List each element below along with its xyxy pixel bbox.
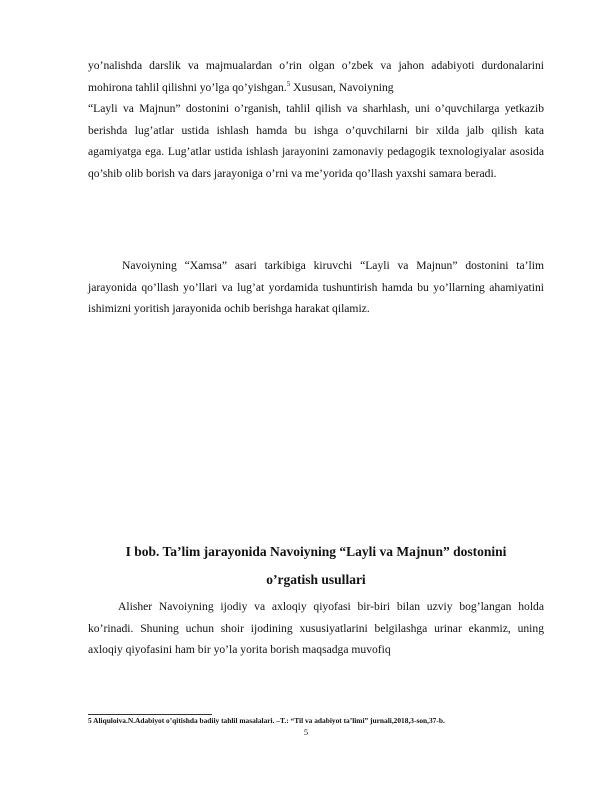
chapter-heading [88, 538, 544, 594]
paragraph-3: Navoiyning “Xamsa” asari tarkibiga kiruvchi “Layli va Majnun” dostonini ta’lim jarayonida qo’llash yo’llari va lug’at yordamida tushuntirish hamda bu yo’llarning ahamiyatini ishimizni yoritish jarayonida ochib berishga harakat qilamiz. [88, 259, 544, 316]
chapter-paragraph-1: Alisher Navoiyning ijodiy va axloqiy qiyofasi bir-biri bilan uzviy bog’langan holda ko’rinadi. Shuning uchun shoir ijodining xususiyatlarini belgilashga urinar ekanmiz, uning axloqiy qiyofasini ham bir yo’la yorita borish maqsadga muvofiq [88, 600, 544, 657]
chapter-heading-line-2: o’rgatish usullari [266, 572, 366, 587]
paragraph-2: “Layli va Majnun” dostonini o’rganish, tahlil qilish va sharhlash, uni o’quvchilarga yetkazib berishda lug’atlar ustida ishlash hamda bu ishga o’quvchilarni bir xilda jalb qilish kata agamiyatga ega. Lug’atlar ustida ishlash jarayonini zamonaviy pedagogik texnologiyalar asosida qo’shib olib borish va dars jarayoniga o’rni va me’yorida qo’llash yaxshi samara beradi. [88, 102, 544, 180]
chapter-text-block [88, 596, 544, 661]
paragraph-1: yo’nalishda darslik va majmualardan o’rin olgan o’zbek va jahon adabiyoti durdonalarini mohirona tahlil qilishni yo’lga qo’yishgan.$^5$ Xususan, Navoiyning [88, 59, 544, 94]
footnote-reference[interactable]: 5 [286, 79, 291, 88]
footnote-divider [88, 714, 212, 715]
intro-text-block [88, 55, 544, 185]
page-number: 5 [303, 727, 309, 737]
footnote: 5 Aliquloiva.N.Adabiyot o’qitishda badiiy tahlil masalalari. –T.: “Til va adabiyot ta’limi” jurnali,2018,3-son,37-b. [88, 716, 445, 725]
chapter-heading-line-1: I bob. Ta’lim jarayonida Navoiyning “Layli va Majnun” dostonini [125, 544, 507, 559]
intro-text-block-2 [88, 255, 544, 320]
